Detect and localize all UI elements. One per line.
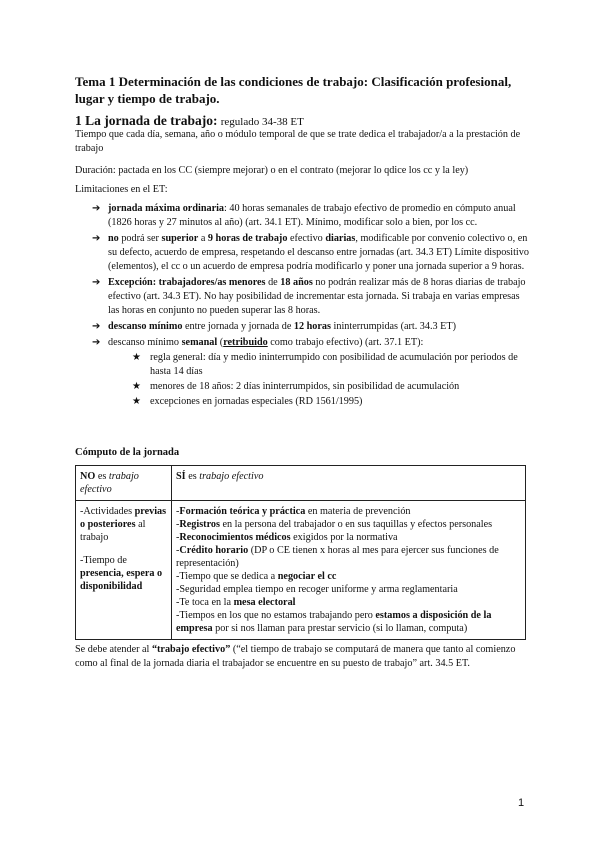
header-si-bold: SÍ: [176, 471, 186, 482]
item-text: (: [217, 337, 224, 348]
cell-text: en materia de prevención: [305, 506, 411, 517]
sub-list-item: [108, 380, 532, 394]
arrow-icon: ➔: [92, 321, 101, 332]
item-text: : 40 horas semanales de trabajo efectivo de promedio en cómputo anual (1826 horas y 27 minutos al año) (art. 34.1 ET). Mínimo, modificar solo a bien, por los cc.: [108, 203, 516, 228]
item-text: descanso mínimo: [108, 337, 182, 348]
si-item: -Crédito horario (DP o CE tienen x horas al mes para ejercer sus funciones de representación): [176, 545, 499, 569]
sub-item-text: menores de 18 años: 2 días ininterrumpidos, sin posibilidad de acumulación: [150, 381, 460, 392]
cell-text: en la persona del trabajador o en sus taquillas y efectos personales: [219, 519, 493, 530]
cell-bold: negociar el cc: [277, 571, 337, 582]
computo-title: Cómputo de la jornada: [75, 447, 180, 458]
si-item: -Formación teórica y práctica en materia de prevención: [176, 506, 411, 517]
arrow-icon: ➔: [92, 233, 101, 244]
bold-term: 18 años: [280, 277, 313, 288]
cell-text: -Te toca en la: [176, 597, 234, 608]
bold-term: 12 horas: [293, 321, 331, 332]
cell-text: -Tiempos en los que no estamos trabajando pero: [176, 610, 376, 621]
cell-bold: Reconocimientos médicos: [179, 532, 291, 543]
limits-list: [92, 202, 532, 411]
item-text: ininterrumpidas (art. 34.3 ET): [330, 321, 457, 332]
header-text: es: [95, 471, 109, 482]
si-item: -Reconocimientos médicos exigidos por la normativa: [176, 532, 398, 543]
definition-paragraph: Tiempo que cada día, semana, año o módulo temporal de que se trate dedica el trabajador/a a la prestación de trabajo: [75, 129, 521, 154]
list-item: [92, 232, 532, 274]
no-item: [80, 505, 167, 544]
si-item: [176, 570, 521, 583]
header-text: es: [185, 471, 200, 482]
si-item: -Registros en la persona del trabajador o en sus taquillas y efectos personales: [176, 519, 493, 530]
bold-term: superior: [161, 233, 199, 244]
cell-text: -Tiempo que se dedica a: [176, 571, 278, 582]
closing-bold: “trabajo efectivo”: [151, 644, 231, 655]
cell-text: (DP o CE tienen x horas al mes para ejercer sus funciones de representación): [176, 545, 499, 569]
header-si-cell: [172, 466, 526, 501]
duration-paragraph: Duración: pactada en los CC (siempre mejorar) o en el contrato (mejorar lo qdice los cc y la ley): [75, 165, 469, 176]
limits-heading: Limitaciones en el ET:: [75, 184, 168, 195]
si-item: [176, 609, 521, 635]
computo-table: [75, 465, 526, 640]
arrow-icon: ➔: [92, 277, 101, 288]
section-heading-text: 1 La jornada de trabajo:: [75, 113, 218, 128]
cell-bold: Crédito horario: [179, 545, 249, 556]
star-icon: ★: [132, 352, 141, 363]
bold-term: 9 horas de trabajo: [207, 233, 288, 244]
item-text: de: [265, 277, 281, 288]
cell-text: al trabajo: [80, 519, 146, 543]
bold-term: jornada máxima ordinaria: [108, 203, 225, 214]
star-icon: ★: [132, 381, 141, 392]
cell-bold: Formación teórica y práctica: [179, 506, 306, 517]
bold-underlined-term: retribuido: [223, 337, 268, 348]
item-text: como trabajo efectivo) (art. 37.1 ET):: [267, 337, 424, 348]
closing-paragraph: [75, 643, 530, 671]
bold-term: no: [108, 233, 119, 244]
list-item: [92, 202, 532, 230]
header-no-bold: NO: [80, 471, 96, 482]
document-title: Tema 1 Determinación de las condiciones de trabajo: Clasificación profesional, lugar y tiempo de trabajo.: [75, 74, 512, 106]
item-text: a: [198, 233, 208, 244]
sub-list-item: [108, 395, 532, 409]
si-item: [176, 596, 521, 609]
list-item: [92, 276, 532, 318]
section-heading-note: regulado 34-38 ET: [220, 116, 304, 128]
item-text: efectivo: [287, 233, 326, 244]
sub-item-text: regla general: día y medio ininterrumpido con posibilidad de acumulación por periodos de hasta 14 días: [150, 352, 518, 377]
list-item: [92, 320, 532, 334]
closing-text: Se debe atender al: [75, 644, 152, 655]
si-item: -Seguridad emplea tiempo en recoger uniforme y arma reglamentaria: [176, 584, 458, 595]
header-italic: trabajo efectivo: [80, 471, 139, 495]
bold-term: semanal: [181, 337, 218, 348]
sub-list: [108, 351, 532, 409]
arrow-icon: ➔: [92, 203, 101, 214]
cell-text: exigidos por la normativa: [290, 532, 398, 543]
item-text: no podrán realizar más de 8 horas diarias de trabajo efectivo (art. 34.3 ET). No hay posibilidad de incrementar esta jornada. Si trabaja en varias empresas las horas en conjunto no pueden superar las 8 horas.: [108, 277, 526, 316]
no-items-cell: [76, 501, 172, 640]
cell-bold: previas o posteriores: [80, 506, 167, 530]
cell-bold: presencia, espera o disponibilidad: [80, 568, 163, 592]
cell-bold: estamos a disposición de la empresa: [176, 610, 492, 634]
no-item: [80, 554, 167, 593]
item-text: podrá ser: [118, 233, 162, 244]
cell-text: por si nos llaman para prestar servicio (si lo llaman, computa): [212, 623, 468, 634]
closing-text: (“el tiempo de trabajo se computará de manera que tanto al comienzo como al final de la jornada diaria el trabajador se encuentre en su puesto de trabajo” art. 34.5 ET.: [75, 644, 516, 669]
item-text: entre jornada y jornada de: [182, 321, 294, 332]
table-row: [76, 501, 526, 640]
list-item: [92, 336, 532, 409]
item-text: , modificable por convenio colectivo o, en su defecto, acuerdo de empresa, respetando el descanso entre jornadas (art. 34.3 ET) Límite dispositivo (elementos), el cc o un acuerdo de empresa podría modificarlo y poner una jornada superior a 9 horas.: [108, 233, 529, 272]
cell-bold: Registros: [179, 519, 220, 530]
sub-list-item: [108, 351, 532, 379]
page-number: 1: [518, 797, 525, 809]
sub-item-text: excepciones en jornadas especiales (RD 1561/1995): [150, 396, 363, 407]
bold-term: diarias: [325, 233, 356, 244]
header-no-cell: [76, 466, 172, 501]
star-icon: ★: [132, 396, 141, 407]
bold-term: descanso mínimo: [108, 321, 183, 332]
cell-bold: mesa electoral: [233, 597, 296, 608]
arrow-icon: ➔: [92, 337, 101, 348]
section-heading: [75, 113, 304, 129]
table-header-row: [76, 466, 526, 501]
bold-term: Excepción: trabajadores/as menores: [108, 277, 266, 288]
cell-text: -Tiempo de: [80, 555, 127, 566]
header-italic: trabajo efectivo: [199, 471, 264, 482]
cell-text: -Actividades: [80, 506, 135, 517]
si-items-cell: [172, 501, 526, 640]
